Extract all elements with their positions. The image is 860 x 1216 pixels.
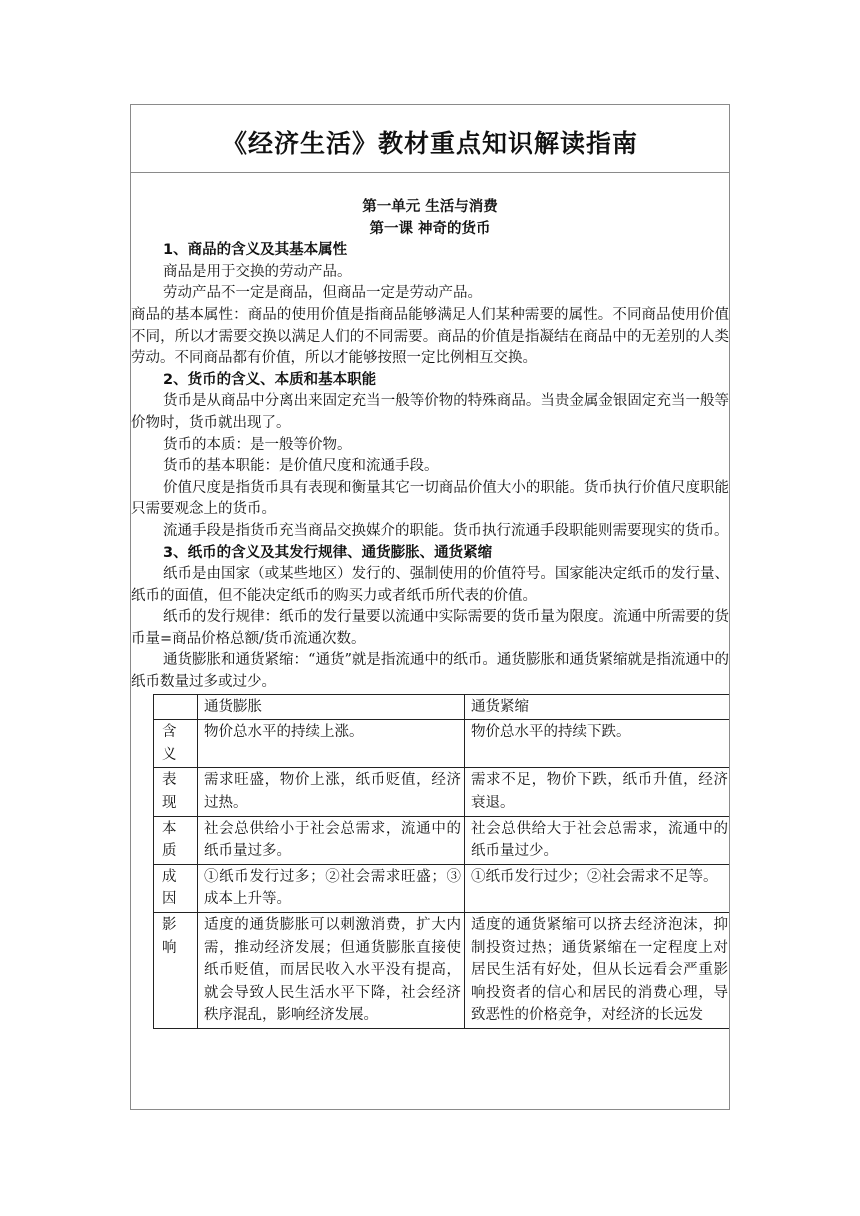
document-title: 《经济生活》教材重点知识解读指南 [221,128,638,158]
paragraph: 商品是用于交换的劳动产品。 [163,263,352,280]
table-cell: ①纸币发行过多；②社会需求旺盛；③成本上升等。 [198,864,465,912]
paragraph: 货币是从商品中分离出来固定充当一般等价物的特殊商品。当贵金属金银固定充当一般等价物时，货币就出现了。 [131,393,729,431]
paragraph: 通货膨胀和通货紧缩：“通货”就是指流通中的纸币。通货膨胀和通货紧缩就是指流通中的纸币数量过多或过少。 [131,652,729,691]
title-row [131,105,729,173]
table-cell: 适度的通货膨胀可以刺激消费，扩大内需，推动经济发展；但通货膨胀直接使纸币贬值，而居民收入水平没有提高，就会导致人民生活水平下降，社会经济秩序混乱，影响经济发展。 [198,913,465,1029]
paragraph: 货币的本质：是一般等价物。 [163,436,352,453]
table-cell: 物价总水平的持续上涨。 [198,720,465,768]
row-label: 影响 [154,913,198,1029]
table-row [154,720,731,768]
section-heading: 1、商品的含义及其基本属性 [163,242,348,259]
row-label: 成因 [154,864,198,912]
table-header-cell: 通货紧缩 [465,694,731,720]
table-cell: ①纸币发行过少；②社会需求不足等。 [465,864,731,912]
inflation-deflation-table [153,694,730,1029]
table-row [154,864,731,912]
table-cell: 适度的通货紧缩可以挤去经济泡沫，抑制投资过热；通货紧缩在一定程度上对居民生活有好处，但从长远看会严重影响投资者的信心和居民的消费心理，导致恶性的价格竞争，对经济的长远发 [465,913,731,1029]
unit-heading: 第一单元 生活与消费 [362,199,498,215]
section-heading: 3、纸币的含义及其发行规律、通货膨胀、通货紧缩 [163,544,493,561]
table-cell: 社会总供给大于社会总需求，流通中的纸币量过少。 [465,816,731,864]
table-row [154,816,731,864]
table-cell: 需求不足，物价下跌，纸币升值，经济衰退。 [465,768,731,816]
table-row [154,768,731,816]
table-header-cell [154,694,198,720]
table-cell: 物价总水平的持续下跌。 [465,720,731,768]
row-label: 本质 [154,816,198,864]
paragraph: 商品的基本属性：商品的使用价值是指商品能够满足人们某种需要的属性。不同商品使用价值不同，所以才需要交换以满足人们的不同需要。商品的价值是指凝结在商品中的无差别的人类劳动。不同商品都有价值，所以才能够按照一定比例相互交换。 [131,306,729,367]
table-header-cell: 通货膨胀 [198,694,465,720]
paragraph: 纸币是由国家（或某些地区）发行的、强制使用的价值符号。国家能决定纸币的发行量、纸币的面值，但不能决定纸币的购买力或者纸币所代表的价值。 [131,566,729,604]
row-label: 表现 [154,768,198,816]
table-header-row [154,694,731,720]
paragraph: 纸币的发行规律：纸币的发行量要以流通中实际需要的货币量为限度。流通中所需要的货币量=商品价格总额/货币流通次数。 [131,609,729,647]
paragraph: 货币的基本职能：是价值尺度和流通手段。 [163,458,439,475]
document-frame [130,104,730,1110]
table-cell: 社会总供给小于社会总需求，流通中的纸币量过多。 [198,816,465,864]
paragraph: 流通手段是指货币充当商品交换媒介的职能。货币执行流通手段职能则需要现实的货币。 [163,522,729,539]
table-cell: 需求旺盛，物价上涨，纸币贬值，经济过热。 [198,768,465,816]
row-label: 含义 [154,720,198,768]
document-body [131,173,729,1029]
paragraph: 劳动产品不一定是商品，但商品一定是劳动产品。 [163,285,482,302]
paragraph: 价值尺度是指货币具有表现和衡量其它一切商品价值大小的职能。货币执行价值尺度职能只需要观念上的货币。 [131,479,729,518]
lesson-heading: 第一课 神奇的货币 [369,220,491,237]
table-row [154,913,731,1029]
section-heading: 2、货币的含义、本质和基本职能 [163,371,377,388]
